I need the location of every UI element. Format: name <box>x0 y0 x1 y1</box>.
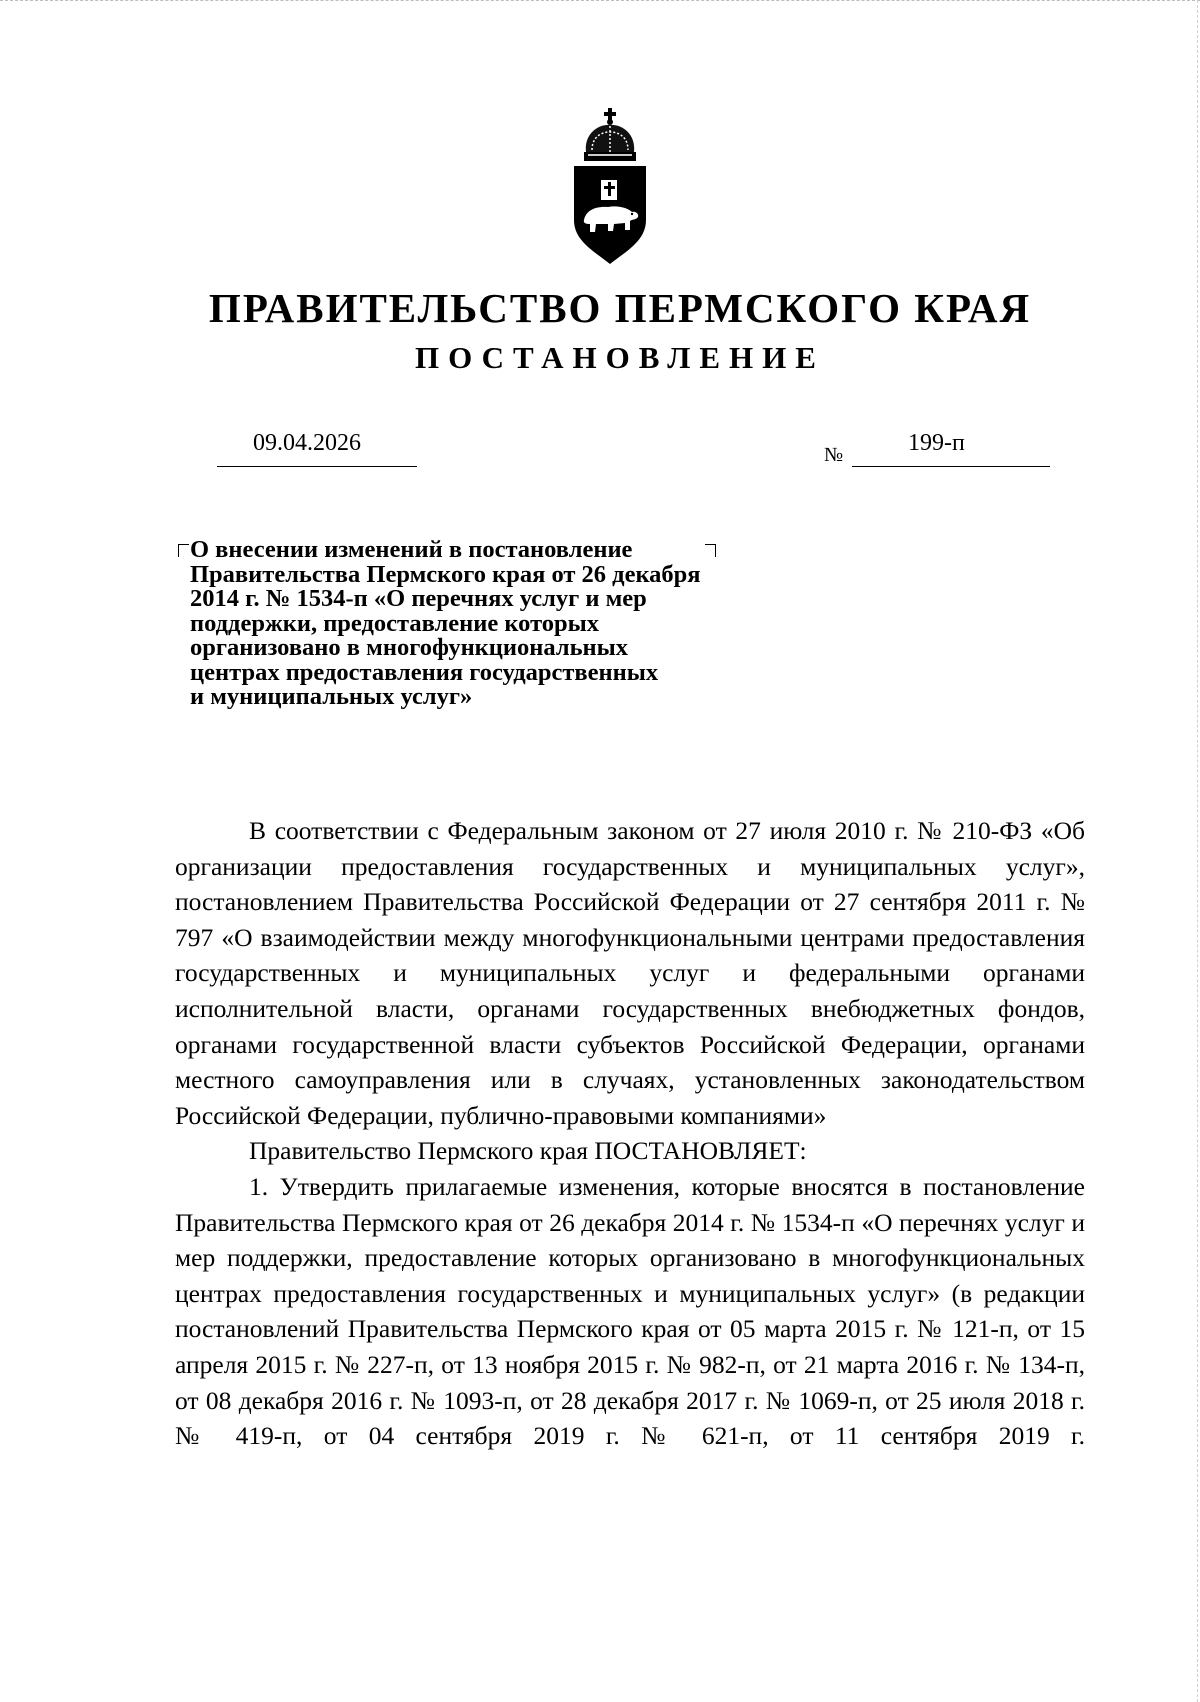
subject-line: и муниципальных услуг» <box>190 683 473 710</box>
subject-line: Правительства Пермского края от 26 декабря <box>190 560 701 588</box>
subject-line: О внесении изменений в постановление <box>190 536 633 563</box>
document-date: 09.04.2026 <box>253 430 361 456</box>
scan-edge-top <box>0 0 1200 3</box>
resolves-paragraph: Правительство Пермского края ПОСТАНОВЛЯЕТ: <box>249 1136 807 1166</box>
subject-corner-mark-left <box>178 544 189 557</box>
subject-line: поддержки, предоставление которых <box>190 609 600 637</box>
subject-line: центрах предоставления государственных <box>190 658 659 686</box>
preamble-paragraph: В соответствии с Федеральным законом от 27 июля 2010 г. № 210-ФЗ «Об организации предоставления государственных и муниципальных услуг», постановлением Правительства Российской Федерации от 27 сентября 2011 г. № 797 «О взаимодействии между многофункциональными центрами предоставления государственных и муниципальных услуг и федеральными органами исполнительной власти, органами государственных внебюджетных фондов, органами государственной власти субъектов Российской Федерации, органами местного самоуправления или в случаях, установленных законодательством Российской Федерации, публично-правовыми компаниями» <box>175 816 1085 1130</box>
document-body <box>175 813 1085 1454</box>
perm-krai-coat-of-arms-icon <box>568 108 652 266</box>
subject-line: 2014 г. № 1534-п «О перечнях услуг и мер <box>190 585 647 612</box>
government-title: ПРАВИТЕЛЬСТВО ПЕРМСКОГО КРАЯ <box>208 285 1032 331</box>
number-field <box>852 430 1050 467</box>
document-subject <box>190 538 810 710</box>
document-number: 199-п <box>908 430 965 456</box>
clause-1-paragraph: 1. Утвердить прилагаемые изменения, которые вносятся в постановление Правительства Пермского края от 26 декабря 2014 г. № 1534-п «О перечнях услуг и мер поддержки, предоставление которых организовано в многофункциональных центрах предоставления государственных и муниципальных услуг» (в редакции постановлений Правительства Пермского края от 05 марта 2015 г. № 121-п, от 15 апреля 2015 г. № 227-п, от 13 ноября 2015 г. № 982-п, от 21 марта 2016 г. № 134-п, от 08 декабря 2016 г. № 1093-п, от 28 декабря 2017 г. № 1069-п, от 25 июля 2018 г. № 419-п, от 04 сентября 2019 г. № 621-п, от 11 сентября 2019 г. <box>175 1171 1085 1451</box>
date-field <box>217 430 417 467</box>
document-type-title: ПОСТАНОВЛЕНИЕ <box>415 340 825 375</box>
number-sign: № <box>824 444 844 466</box>
subject-line: организовано в многофункциональных <box>190 634 629 661</box>
scan-edge-right <box>1196 0 1198 1702</box>
